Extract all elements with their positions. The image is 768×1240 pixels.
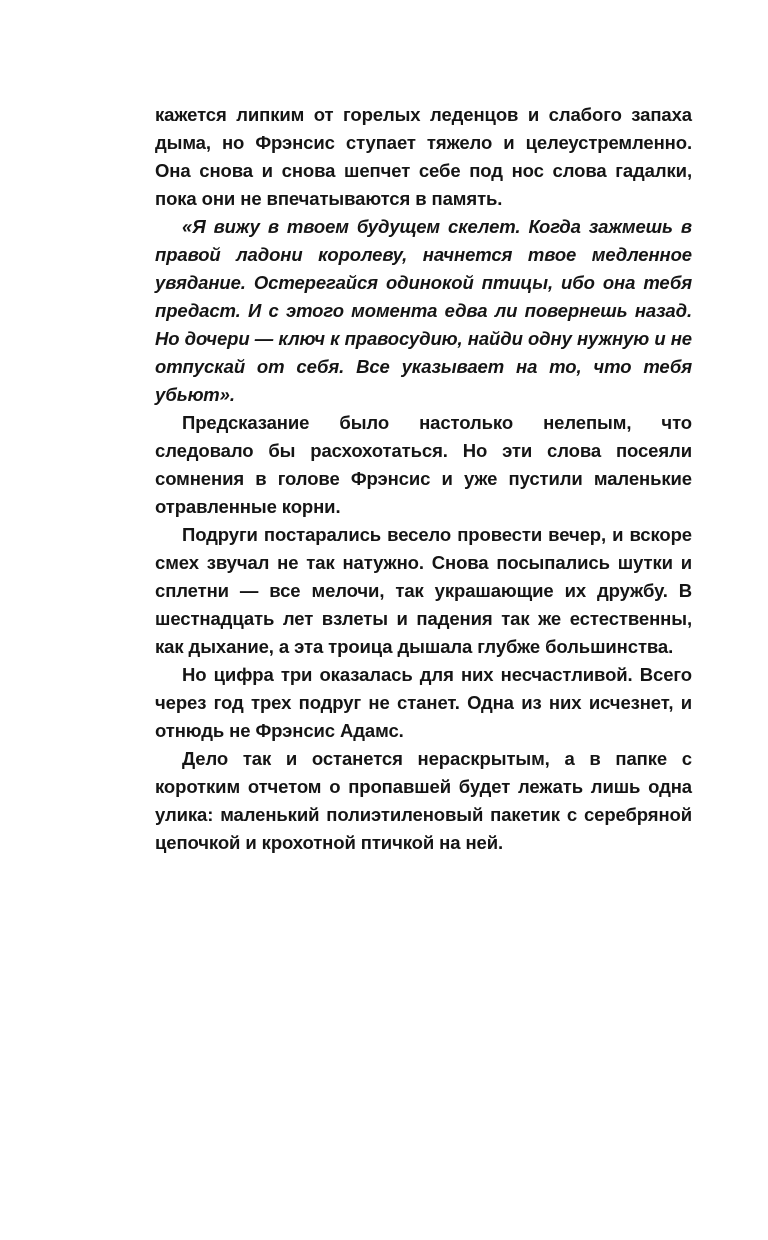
paragraph: Подруги постарались весело провести вечер, и вскоре смех звучал не так натужно. Снова посыпались шутки и сплетни — все мелочи, так украшающие их дружбу. В шестнадцать лет взлеты и падения так же естественны, как дыхание, а эта троица дышала глубже большинства. bbox=[155, 524, 692, 657]
paragraph: кажется липким от горелых леденцов и слабого запаха дыма, но Фрэнсис ступает тяжело и целеустремленно. Она снова и снова шепчет себе под нос слова гадалки, пока они не впечатываются в память. bbox=[155, 104, 692, 209]
paragraph: Предсказание было настолько нелепым, что следовало бы расхохотаться. Но эти слова посеяли сомнения в голове Фрэнсис и уже пустили маленькие отравленные корни. bbox=[155, 412, 692, 517]
text-block bbox=[155, 101, 692, 857]
paragraph: Но цифра три оказалась для них несчастливой. Всего через год трех подруг не станет. Одна из них исчезнет, и отнюдь не Фрэнсис Адамс. bbox=[155, 664, 692, 741]
paragraph: «Я вижу в твоем будущем скелет. Когда зажмешь в правой ладони королеву, начнется твое медленное увядание. Остерегайся одинокой птицы, ибо она тебя предаст. И с этого момента едва ли повернешь назад. Но дочери — ключ к правосудию, найди одну нужную и не отпускай от себя. Все указывает на то, что тебя убьют». bbox=[155, 216, 692, 405]
paragraph: Дело так и останется нераскрытым, а в папке с коротким отчетом о пропавшей будет лежать лишь одна улика: маленький полиэтиленовый пакетик с серебряной цепочкой и крохотной птичкой на ней. bbox=[155, 748, 692, 853]
